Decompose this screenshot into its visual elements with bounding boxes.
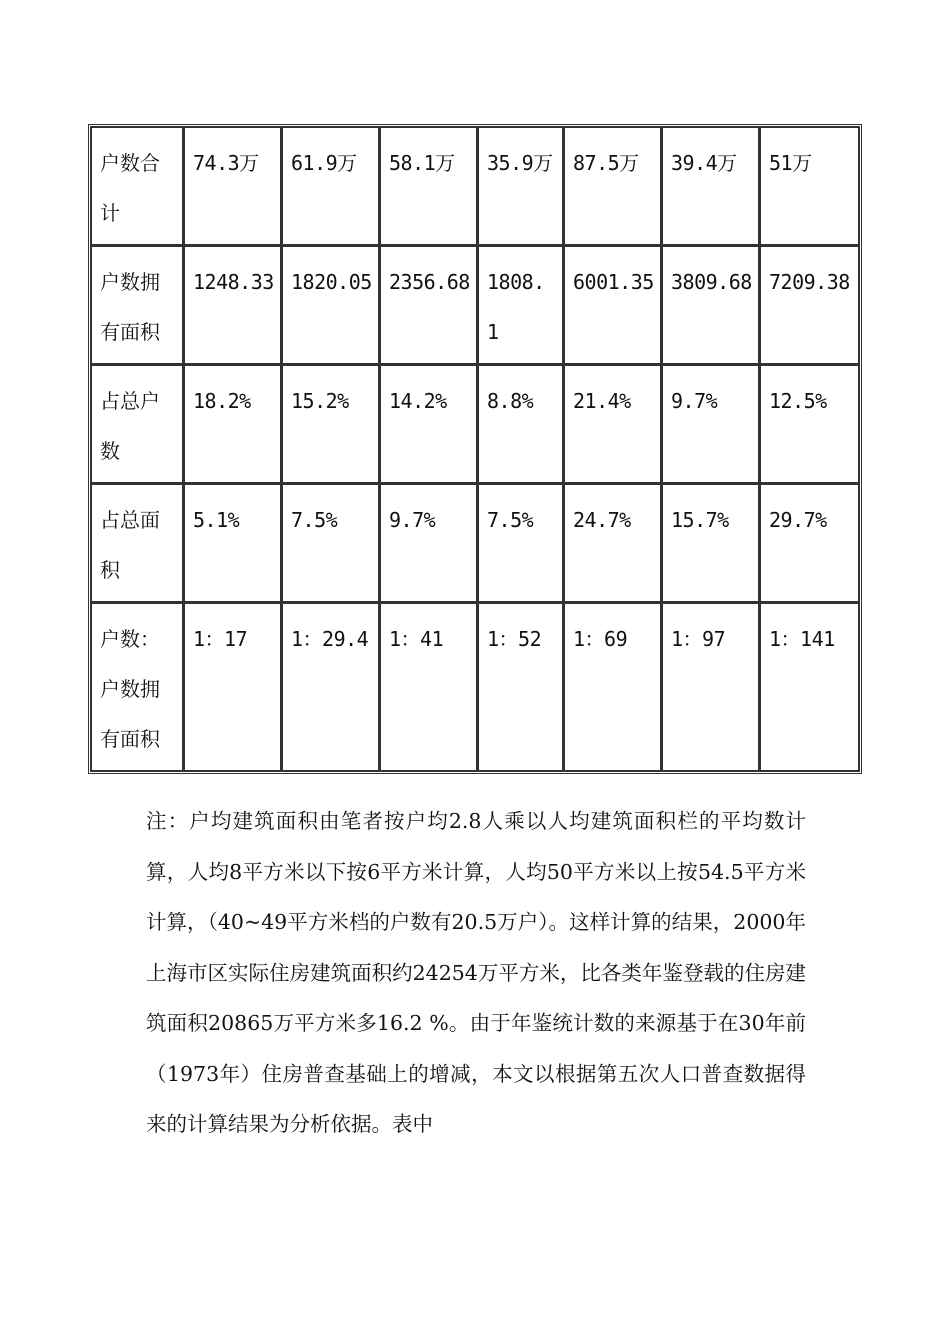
table-cell: 1：97 — [661, 602, 759, 771]
table-cell: 1：141 — [759, 602, 859, 771]
table-cell: 14.2% — [379, 364, 477, 483]
table-row — [91, 127, 859, 245]
table-cell: 8.8% — [477, 364, 563, 483]
table-cell: 1808.1 — [477, 245, 563, 364]
housing-area-table — [88, 124, 862, 774]
table-cell: 15.7% — [661, 483, 759, 602]
table-cell: 74.3万 — [183, 127, 281, 245]
note-paragraph — [146, 796, 806, 1150]
table-cell: 1：52 — [477, 602, 563, 771]
table-cell: 9.7% — [661, 364, 759, 483]
table-cell: 9.7% — [379, 483, 477, 602]
table-cell: 1：17 — [183, 602, 281, 771]
table-row — [91, 364, 859, 483]
table-cell: 7.5% — [281, 483, 379, 602]
table-cell: 1：41 — [379, 602, 477, 771]
table-cell: 5.1% — [183, 483, 281, 602]
table-cell: 1248.33 — [183, 245, 281, 364]
row-label: 户数拥有面积 — [91, 245, 183, 364]
row-label: 占总面积 — [91, 483, 183, 602]
table-cell: 7.5% — [477, 483, 563, 602]
table-cell: 35.9万 — [477, 127, 563, 245]
table-row — [91, 483, 859, 602]
table-cell: 29.7% — [759, 483, 859, 602]
table-cell: 18.2% — [183, 364, 281, 483]
table-row — [91, 602, 859, 771]
table-cell: 21.4% — [563, 364, 661, 483]
table-cell: 61.9万 — [281, 127, 379, 245]
table-cell: 1820.05 — [281, 245, 379, 364]
row-label: 户数：户数拥有面积 — [91, 602, 183, 771]
table-cell: 24.7% — [563, 483, 661, 602]
table-cell: 39.4万 — [661, 127, 759, 245]
table-cell: 1：29.4 — [281, 602, 379, 771]
table-cell: 2356.68 — [379, 245, 477, 364]
table-cell: 87.5万 — [563, 127, 661, 245]
table-cell: 3809.68 — [661, 245, 759, 364]
table-cell: 6001.35 — [563, 245, 661, 364]
table-cell: 51万 — [759, 127, 859, 245]
note-text: 注：户均建筑面积由笔者按户均2.8人乘以人均建筑面积栏的平均数计算，人均8平方米以下按6平方米计算，人均50平方米以上按54.5平方米计算，（40~49平方米档的户数有20.5万户）。这样计算的结果，2000年上海市区实际住房建筑面积约24254万平方米，比各类年鉴登载的住房建筑面积20865万平方米多16.2 %。由于年鉴统计数的来源基于在30年前（1973年）住房普查基础上的增减，本文以根据第五次人口普查数据得来的计算结果为分析依据。表中 — [146, 809, 806, 1136]
table-row — [91, 245, 859, 364]
table-cell: 15.2% — [281, 364, 379, 483]
table-cell: 12.5% — [759, 364, 859, 483]
row-label: 户数合计 — [91, 127, 183, 245]
table-cell: 1：69 — [563, 602, 661, 771]
row-label: 占总户数 — [91, 364, 183, 483]
table-cell: 7209.38 — [759, 245, 859, 364]
table-cell: 58.1万 — [379, 127, 477, 245]
